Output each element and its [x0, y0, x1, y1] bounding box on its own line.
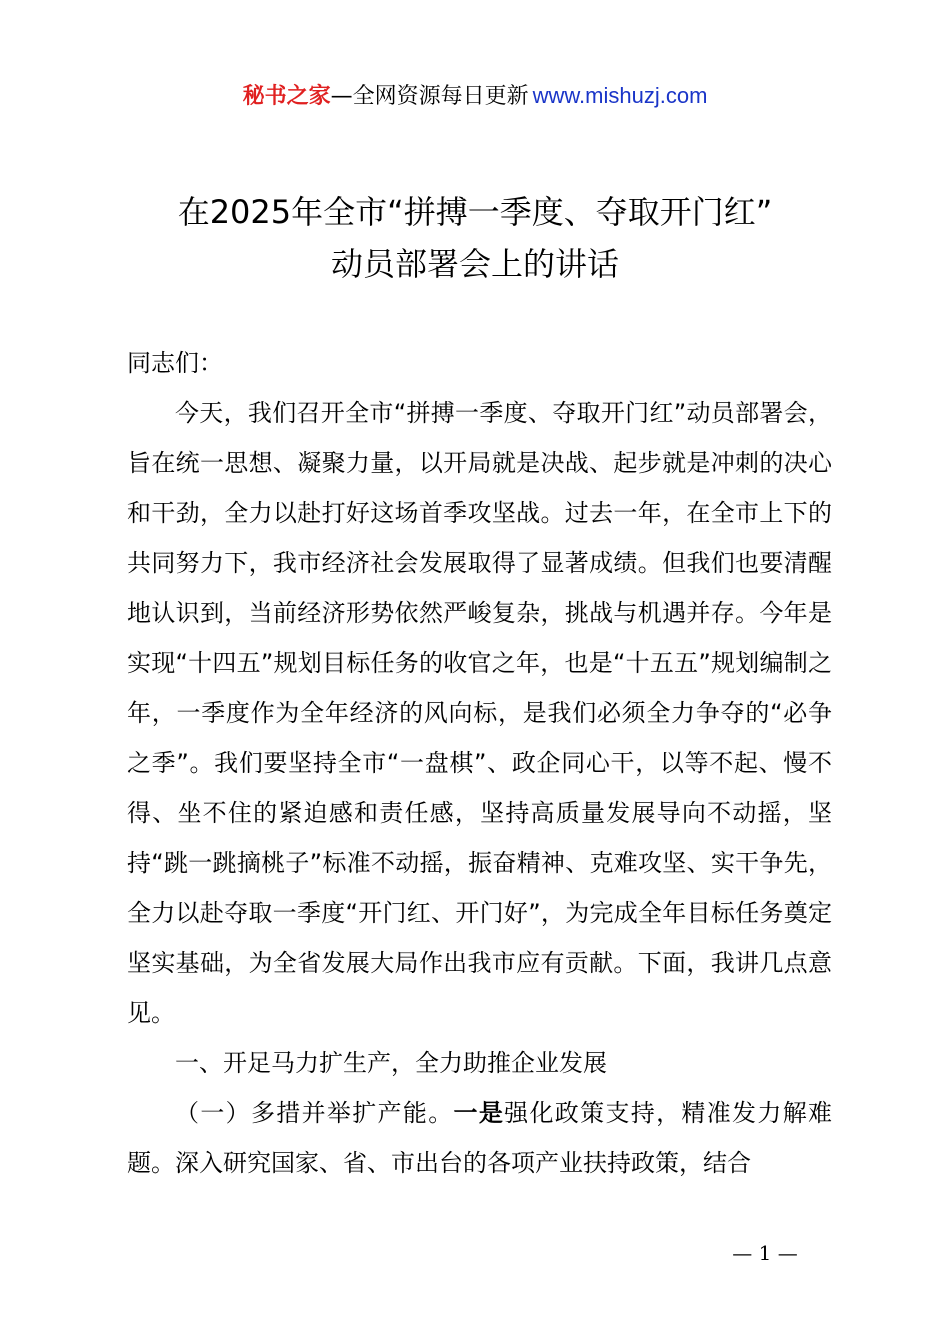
document-body — [127, 338, 832, 1188]
title-line-2: 动员部署会上的讲话 — [330, 245, 619, 283]
brand-name: 秘书之家 — [242, 84, 331, 109]
site-header — [0, 80, 950, 113]
subsection-text: 强化政策支持，精准发力解难题。深入研究国家、省、市出台的各项产业扶持政策，结合 — [127, 1099, 833, 1177]
document-title — [0, 186, 950, 290]
point-marker: 一是 — [453, 1099, 505, 1127]
salutation: 同志们： — [127, 349, 223, 377]
page-number: — 1 — — [732, 1241, 798, 1265]
site-url-link[interactable]: www.mishuzj.com — [532, 83, 708, 108]
title-line-1: 在2025年全市“拼搏一季度、夺取开门红” — [177, 193, 773, 231]
header-tagline: —全网资源每日更新 — [330, 84, 529, 109]
subsection-paragraph-1 — [127, 1088, 832, 1188]
section-heading-1: 一、开足马力扩生产，全力助推企业发展 — [175, 1049, 607, 1077]
subsection-lead: （一）多措并举扩产能。 — [175, 1099, 454, 1127]
intro-paragraph: 今天，我们召开全市“拼搏一季度、夺取开门红”动员部署会，旨在统一思想、凝聚力量，以开局就是决战、起步就是冲刺的决心和干劲，全力以赴打好这场首季攻坚战。过去一年，在全市上下的共同努力下，我市经济社会发展取得了显著成绩。但我们也要清醒地认识到，当前经济形势依然严峻复杂，挑战与机遇并存。今年是实现“十四五”规划目标任务的收官之年，也是“十五五”规划编制之年，一季度作为全年经济的风向标，是我们必须全力争夺的“必争之季”。我们要坚持全市“一盘棋”、政企同心干，以等不起、慢不得、坐不住的紧迫感和责任感，坚持高质量发展导向不动摇，坚持“跳一跳摘桃子”标准不动摇，振奋精神、克难攻坚、实干争先，全力以赴夺取一季度“开门红、开门好”，为完成全年目标任务奠定坚实基础，为全省发展大局作出我市应有贡献。下面，我讲几点意见。 — [127, 399, 832, 1027]
